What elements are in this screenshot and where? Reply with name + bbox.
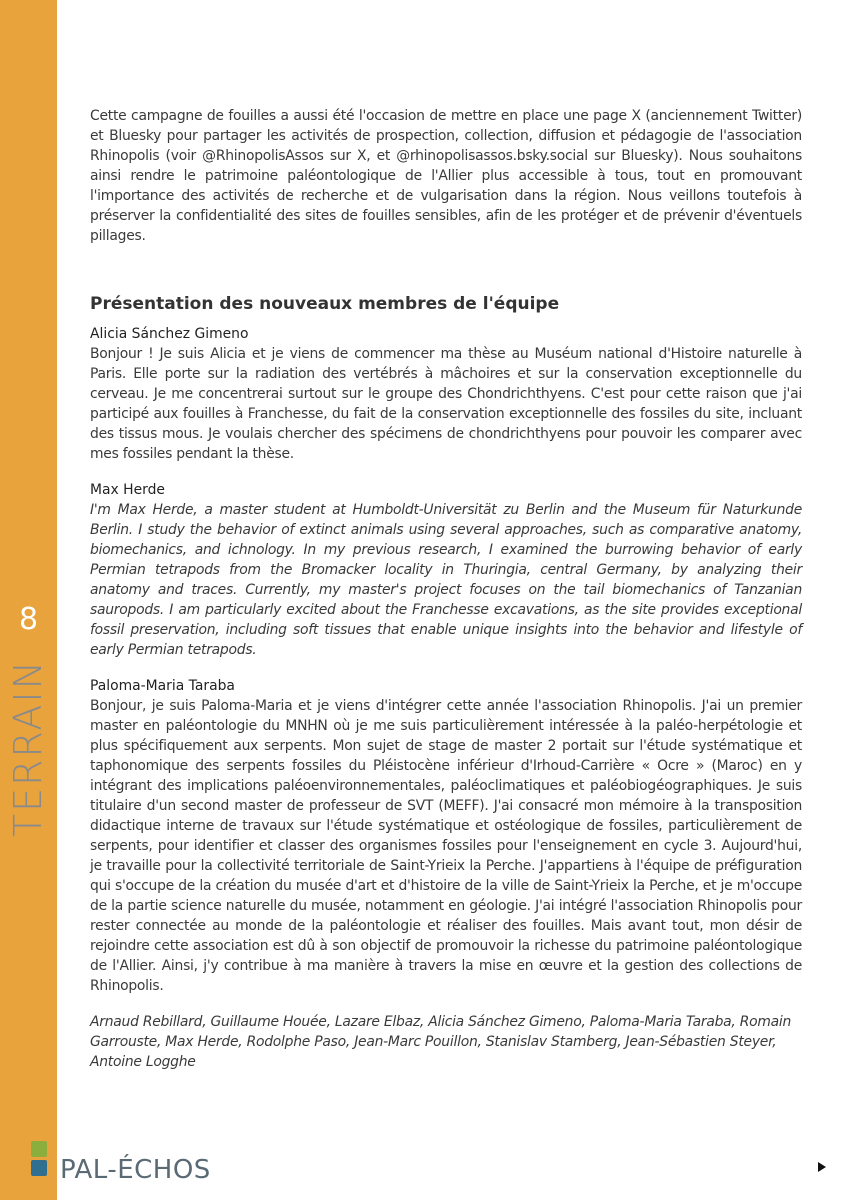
member-name: Max Herde bbox=[90, 482, 165, 498]
member-bio: Bonjour, je suis Paloma-Maria et je viens d'intégrer cette année l'association Rhinopolis. J'ai un premier master en paléontologie du MNHN où je me suis particulièrement intéressée à la paléo-herpétologie et plus spécifiquement aux serpents. Mon sujet de stage de master 2 portait sur l'étude systématique et taphonomique des serpents fossiles du Pléistocène inférieur d'Irhoud-Carrière « Ocre » (Maroc) en y intégrant des implications paléoenvironnementales, paléoclimatiques et paléobiogéographiques. Je suis titulaire d'un second master de professeur de SVT (MEFF). J'ai consacré mon mémoire à la transposition didactique interne de travaux sur l'étude systématique et ostéologique de fossiles, particulièrement de serpents, pour identifier et classer des organismes fossiles pour l'enseignement en cycle 3. Aujourd'hui, je travaille pour la collectivité territoriale de Saint-Yrieix la Perche. J'appartiens à l'équipe de préfiguration qui s'occupe de la création du musée d'art et d'histoire de la ville de Saint-Yrieix la Perche, et je m'occupe de la partie science naturelle du musée, notamment en géologie. J'ai intégré l'association Rhinopolis pour rester connectée au monde de la paléontologie et réaliser des fouilles. Mais avant tout, mon désir de rejoindre cette association est dû à son objectif de promouvoir la richesse du patrimoine paléontologique de l'Allier. Ainsi, j'y contribue à ma manière à travers la mise en œuvre et la gestion des collections de Rhinopolis. bbox=[90, 698, 802, 994]
authors-credit: Arnaud Rebillard, Guillaume Houée, Lazare Elbaz, Alicia Sánchez Gimeno, Paloma-Maria Taraba, Romain Garrouste, Max Herde, Rodolphe Paso, Jean-Marc Pouillon, Stanislav Stamberg, Jean-Sébastien Steyer, Antoine Logghe bbox=[90, 1014, 792, 1070]
member-bio: Bonjour ! Je suis Alicia et je viens de commencer ma thèse au Muséum national d'Histoire naturelle à Paris. Elle porte sur la radiation des vertébrés à mâchoires et sur la conservation exceptionnelle du cerveau. Je me concentrerai surtout sur le groupe des Chondrichthyens. C'est pour cette raison que j'ai participé aux fouilles à Franchesse, du fait de la conservation exceptionnelle des fossiles du site, incluant des tissus mous. Je voulais chercher des spécimens de chondrichthyens pour pouvoir les comparer avec mes fossiles pendant la thèse. bbox=[90, 346, 802, 462]
play-triangle-icon[interactable] bbox=[818, 1162, 826, 1172]
member-paloma bbox=[90, 676, 802, 996]
side-band bbox=[0, 0, 57, 1200]
logo-square-orange bbox=[12, 1141, 28, 1157]
member-max bbox=[90, 480, 802, 660]
intro-paragraph: Cette campagne de fouilles a aussi été l'occasion de mettre en place une page X (anciennement Twitter) et Bluesky pour partager les activités de prospection, collection, diffusion et pédagogie de l'association Rhinopolis (voir @RhinopolisAssos sur X, et @rhinopolisassos.bsky.social sur Bluesky). Nous souhaitons ainsi rendre le patrimoine paléontologique de l'Allier plus accessible à tous, tout en promouvant l'importance des activités de recherche et de vulgarisation dans la région. Nous veillons toutefois à préserver la confidentialité des sites de fouilles sensibles, afin de les protéger et de prévenir d'éventuels pillages. bbox=[90, 108, 802, 244]
page-number: 8 bbox=[18, 602, 39, 637]
pal-echos-logo bbox=[12, 1141, 212, 1196]
member-bio: I'm Max Herde, a master student at Humboldt-Universität zu Berlin and the Museum für Naturkunde Berlin. I study the behavior of extinct animals using several approaches, such as comparative anatomy, biomechanics, and ichnology. In my previous research, I examined the burrowing behavior of early Permian tetrapods from the Bromacker locality in Thuringia, central Germany, by analyzing their anatomy and traces. Currently, my master's project focuses on the tail biomechanics of Tanzanian sauropods. I am particularly excited about the Franchesse excavations, as the site provides exceptional fossil preservation, including soft tissues that enable unique insights into the behavior and lifestyle of early Permian tetrapods. bbox=[90, 502, 802, 658]
member-name: Alicia Sánchez Gimeno bbox=[90, 326, 249, 342]
logo-square-blue bbox=[31, 1160, 47, 1176]
member-alicia bbox=[90, 324, 802, 464]
section-heading: Présentation des nouveaux membres de l'équipe bbox=[90, 294, 560, 314]
logo-square-green bbox=[31, 1141, 47, 1157]
brand-name: PAL-ÉCHOS bbox=[60, 1155, 211, 1185]
article-body bbox=[90, 106, 802, 1072]
section-label: TERRAIN bbox=[6, 658, 50, 838]
member-name: Paloma-Maria Taraba bbox=[90, 678, 235, 694]
